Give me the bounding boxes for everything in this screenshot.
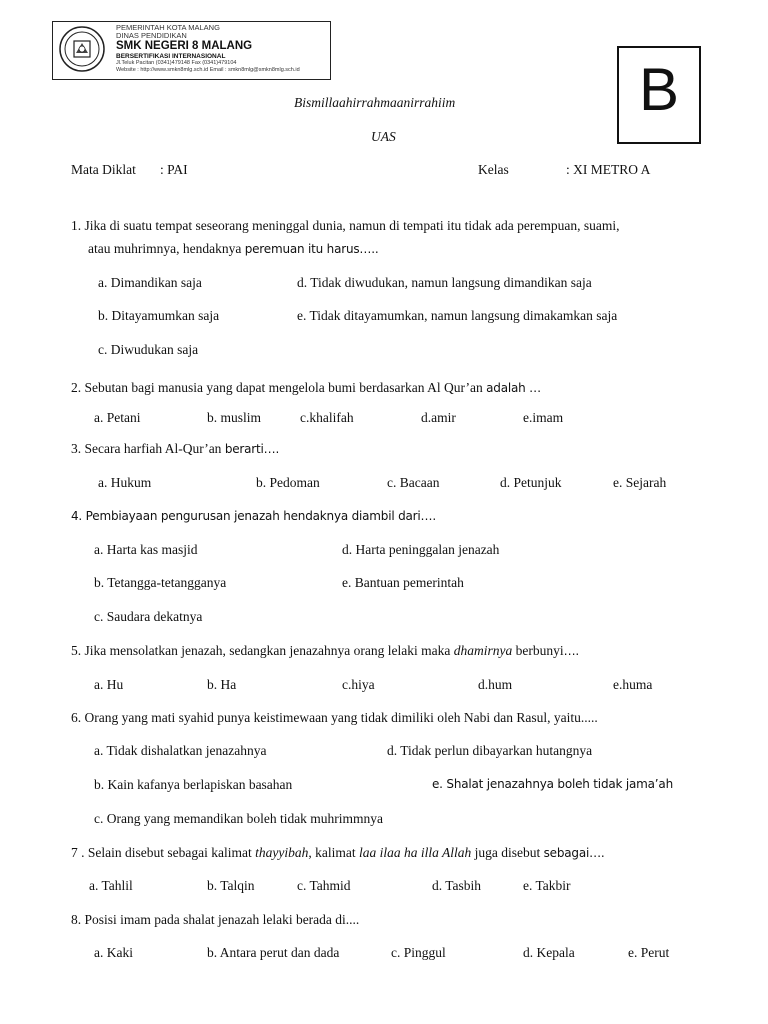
address: Jl.Teluk Pacitan (0341)479148 Fax (0341)479104 — [116, 60, 237, 66]
q6-option-a[interactable]: a. Tidak dishalatkan jenazahnya — [94, 743, 267, 758]
q3-option-c[interactable]: c. Bacaan — [387, 475, 440, 490]
school-name: SMK NEGERI 8 MALANG — [116, 40, 253, 52]
version-letter: B — [638, 56, 680, 123]
q5-option-d[interactable]: d.hum — [478, 677, 513, 692]
subject-label: Mata Diklat — [71, 162, 136, 177]
question-5: 5. Jika mensolatkan jenazah, sedangkan jenazahnya orang lelaki maka dhamirnya berbunyi…. — [71, 643, 580, 658]
q2-option-e[interactable]: e.imam — [523, 410, 564, 425]
version-box — [617, 46, 701, 144]
q1-option-b[interactable]: b. Ditayamumkan saja — [98, 308, 220, 323]
q3-option-a[interactable]: a. Hukum — [98, 475, 152, 490]
question-7: 7 . Selain disebut sebagai kalimat thayyibah, kalimat laa ilaa ha illa Allah juga disebut sebagai…. — [71, 845, 605, 860]
q4-option-e[interactable]: e. Bantuan pemerintah — [342, 575, 464, 590]
q7-option-c[interactable]: c. Tahmid — [297, 878, 351, 893]
q2-option-b[interactable]: b. muslim — [207, 410, 262, 425]
question-8: 8. Posisi imam pada shalat jenazah lelaki berada di.... — [71, 912, 360, 927]
class-value: : XI METRO A — [566, 162, 651, 177]
q7-option-e[interactable]: e. Takbir — [523, 878, 571, 893]
q8-option-a[interactable]: a. Kaki — [94, 945, 133, 960]
q4-option-c[interactable]: c. Saudara dekatnya — [94, 609, 203, 624]
q4-option-a[interactable]: a. Harta kas masjid — [94, 542, 198, 557]
question-3: 3. Secara harfiah Al-Qur’an berarti…. — [71, 441, 280, 456]
school-logo — [58, 25, 106, 73]
q6-option-c[interactable]: c. Orang yang memandikan boleh tidak muhrimmnya — [94, 811, 384, 826]
question-1-line1: 1. Jika di suatu tempat seseorang meninggal dunia, namun di tempati itu tidak ada perempuan, suami, — [71, 218, 620, 233]
website: Website : http://www.smkn8mlg.sch.id Email : smkn8mlg@smkn8mlg.sch.id — [116, 67, 300, 73]
q3-option-e[interactable]: e. Sejarah — [613, 475, 667, 490]
question-1-line2: atau muhrimnya, hendaknya peremuan itu harus….. — [88, 241, 379, 256]
q2-option-a[interactable]: a. Petani — [94, 410, 141, 425]
q2-option-c[interactable]: c.khalifah — [300, 410, 354, 425]
q4-option-b[interactable]: b. Tetangga-tetangganya — [94, 575, 227, 590]
q7-option-d[interactable]: d. Tasbih — [432, 878, 482, 893]
subject-value: : PAI — [160, 162, 188, 177]
exam-title: UAS — [371, 129, 396, 144]
question-4: 4. Pembiayaan pengurusan jenazah hendaknya diambil dari…. — [71, 509, 436, 523]
q1-option-d[interactable]: d. Tidak diwudukan, namun langsung dimandikan saja — [297, 275, 592, 290]
q1-option-a[interactable]: a. Dimandikan saja — [98, 275, 202, 290]
question-2: 2. Sebutan bagi manusia yang dapat mengelola bumi berdasarkan Al Qur’an adalah … — [71, 380, 541, 395]
q5-option-c[interactable]: c.hiya — [342, 677, 375, 692]
q8-option-c[interactable]: c. Pinggul — [391, 945, 446, 960]
q4-option-d[interactable]: d. Harta peninggalan jenazah — [342, 542, 500, 557]
q7-option-a[interactable]: a. Tahlil — [89, 878, 133, 893]
class-label: Kelas — [478, 162, 509, 177]
q8-option-d[interactable]: d. Kepala — [523, 945, 575, 960]
q6-option-b[interactable]: b. Kain kafanya berlapiskan basahan — [94, 777, 293, 792]
q3-option-b[interactable]: b. Pedoman — [256, 475, 320, 490]
letterhead-text — [116, 24, 300, 75]
q1-option-e[interactable]: e. Tidak ditayamumkan, namun langsung dimakamkan saja — [297, 308, 618, 323]
letterhead-line2: DINAS PENDIDIKAN — [116, 31, 187, 40]
q2-option-d[interactable]: d.amir — [421, 410, 456, 425]
certification: BERSERTIFIKASI INTERNASIONAL — [116, 53, 226, 60]
q1-option-c[interactable]: c. Diwudukan saja — [98, 342, 199, 357]
q5-option-e[interactable]: e.huma — [613, 677, 653, 692]
q6-option-d[interactable]: d. Tidak perlun dibayarkan hutangnya — [387, 743, 593, 758]
q8-option-b[interactable]: b. Antara perut dan dada — [207, 945, 340, 960]
q5-option-a[interactable]: a. Hu — [94, 677, 124, 692]
q8-option-e[interactable]: e. Perut — [628, 945, 670, 960]
q6-option-e[interactable]: e. Shalat jenazahnya boleh tidak jama’ah — [432, 777, 673, 791]
letterhead-line1: PEMERINTAH KOTA MALANG — [116, 23, 220, 32]
basmalah: Bismillaahirrahmaanirrahiim — [294, 95, 456, 110]
question-6: 6. Orang yang mati syahid punya keistimewaan yang tidak dimiliki oleh Nabi dan Rasul, yaitu..... — [71, 710, 598, 725]
q5-option-b[interactable]: b. Ha — [207, 677, 237, 692]
q3-option-d[interactable]: d. Petunjuk — [500, 475, 562, 490]
q7-option-b[interactable]: b. Talqin — [207, 878, 255, 893]
